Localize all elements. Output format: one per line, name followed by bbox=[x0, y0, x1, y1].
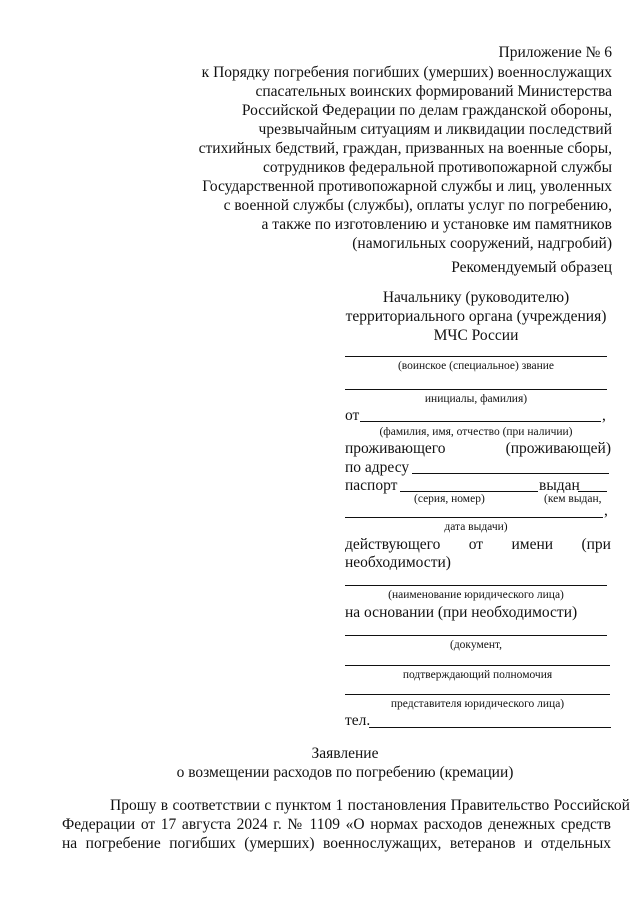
document-caption: (документ, bbox=[449, 639, 503, 651]
tel-label: тел. bbox=[345, 712, 371, 729]
passport-label: паспорт bbox=[345, 477, 398, 494]
appendix-line: Государственной противопожарной службы и лиц, уволенных bbox=[202, 178, 612, 195]
statement-paragraph-line: на погребение погибших (умерших) военнослужащих, ветеранов и отдельных bbox=[62, 835, 611, 852]
rep-field-line bbox=[345, 694, 610, 695]
appendix-line: чрезвычайным ситуациям и ликвидации последствий bbox=[258, 121, 612, 138]
address-label: по адресу bbox=[345, 459, 410, 476]
residing-right: (проживающей) bbox=[505, 440, 611, 457]
addressee-line: МЧС России bbox=[433, 327, 519, 344]
confirm-caption: подтверждающий полномочия bbox=[402, 669, 553, 681]
address-field-line bbox=[412, 473, 609, 474]
residing-left: проживающего bbox=[345, 440, 446, 457]
issue-comma: , bbox=[604, 502, 608, 519]
issued-field-line bbox=[578, 491, 607, 492]
basis-label: на основании (при необходимости) bbox=[345, 604, 578, 621]
from-field-line bbox=[360, 421, 601, 422]
confirm-field-line bbox=[345, 665, 610, 666]
fio-caption: (фамилия, имя, отчество (при наличии) bbox=[379, 426, 573, 438]
rank-field-line bbox=[345, 356, 607, 357]
acting-word: имени bbox=[511, 536, 554, 553]
statement-paragraph-line: Федерации от 17 августа 2024 г. № 1109 «О нормах расходов денежных средств bbox=[62, 816, 611, 833]
appendix-title: Приложение № 6 bbox=[498, 44, 612, 61]
issue-date-caption: дата выдачи) bbox=[444, 521, 508, 533]
series-caption: (серия, номер) bbox=[414, 493, 485, 505]
residing-row bbox=[345, 440, 611, 458]
acting-word: действующего bbox=[345, 536, 441, 553]
rank-caption: (воинское (специальное) звание bbox=[397, 360, 555, 372]
addressee-line: Начальнику (руководителю) bbox=[382, 289, 570, 306]
acting-word: (при bbox=[581, 536, 611, 553]
issue-field-line bbox=[345, 517, 603, 518]
statement-title: Заявление bbox=[311, 745, 379, 762]
issued-by-caption: (кем выдан, bbox=[544, 493, 602, 505]
initials-caption: инициалы, фамилия) bbox=[424, 393, 528, 405]
rep-caption: представителя юридического лица) bbox=[390, 698, 565, 710]
issued-label: выдан bbox=[539, 477, 580, 494]
legal-entity-caption: (наименование юридического лица) bbox=[388, 589, 564, 601]
addressee-line: территориального органа (учреждения) bbox=[345, 308, 607, 325]
tel-field-line bbox=[369, 727, 611, 728]
basis-field-line bbox=[345, 635, 607, 636]
appendix-line: к Порядку погребения погибших (умерших) военнослужащих bbox=[201, 64, 612, 81]
legal-entity-field-line bbox=[345, 585, 607, 586]
from-comma: , bbox=[602, 407, 606, 424]
passport-field-line bbox=[400, 491, 538, 492]
appendix-line: сотрудников федеральной противопожарной службы bbox=[263, 159, 612, 176]
appendix-line: Российской Федерации по делам гражданской обороны, bbox=[241, 102, 612, 119]
recommended-sample-label: Рекомендуемый образец bbox=[451, 259, 612, 276]
acting-row bbox=[345, 536, 611, 554]
appendix-line: а также по изготовлению и установке им памятников bbox=[261, 216, 612, 233]
necessity-text: необходимости) bbox=[345, 554, 451, 571]
appendix-line: (намогильных сооружений, надгробий) bbox=[352, 235, 612, 252]
acting-word: от bbox=[468, 536, 484, 553]
statement-subtitle: о возмещении расходов по погребению (кремации) bbox=[176, 764, 514, 781]
initials-field-line bbox=[345, 389, 607, 390]
appendix-line: спасательных воинских формирований Министерства bbox=[255, 83, 612, 100]
appendix-line: с военной службы (службы), оплаты услуг по погребению, bbox=[223, 197, 612, 214]
appendix-line: стихийных бедствий, граждан, призванных на военные сборы, bbox=[198, 140, 612, 157]
from-label: от bbox=[345, 407, 360, 424]
statement-paragraph-line bbox=[110, 797, 630, 815]
para-line-text: Прошу в соответствии с пунктом 1 постановления Правительство Российской bbox=[110, 797, 630, 814]
